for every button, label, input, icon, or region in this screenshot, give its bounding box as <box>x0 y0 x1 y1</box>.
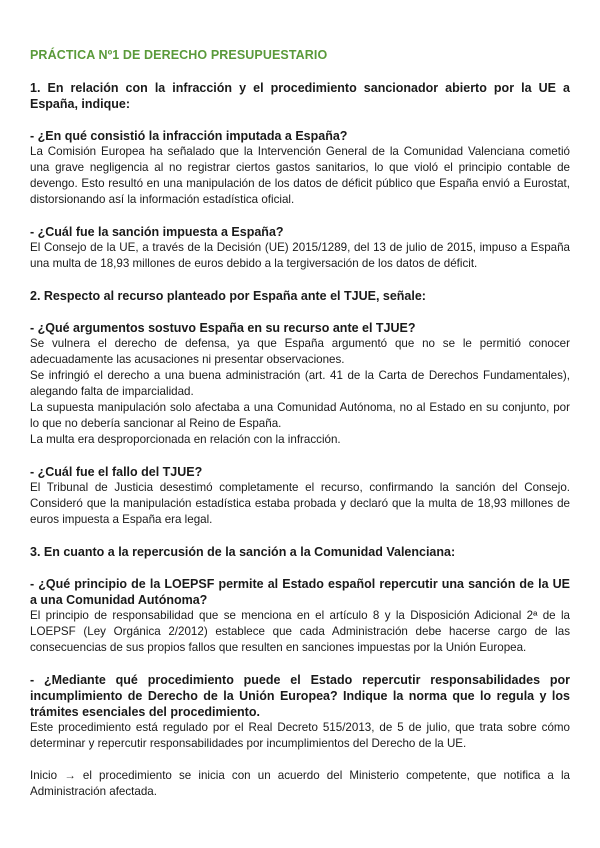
section-heading-2: 2. Respecto al recurso planteado por España ante el TJUE, señale: <box>30 289 426 303</box>
question-block-2-1 <box>30 320 570 448</box>
answer-3-1: El principio de responsabilidad que se menciona en el artículo 8 y la Disposición Adicional 2ª de la LOEPSF (Ley Orgánica 2/2012) establece que cada Administración debe hacerse cargo de las consecuencias de sus propios fallos que resulten en sanciones impuestas por la Unión Europea. <box>30 609 570 654</box>
question-1-2: - ¿Cuál fue la sanción impuesta a España? <box>30 225 284 239</box>
section-heading-3: 3. En cuanto a la repercusión de la sanción a la Comunidad Valenciana: <box>30 545 456 559</box>
question-3-2: - ¿Mediante qué procedimiento puede el Estado repercutir responsabilidades por incumplimiento de Derecho de la Unión Europea? Indique la norma que lo regula y los trámites esenciales del procedimiento. <box>30 673 570 719</box>
question-3-1: - ¿Qué principio de la LOEPSF permite al Estado español repercutir una sanción de la UE a una Comunidad Autónoma? <box>30 577 570 607</box>
question-2-1: - ¿Qué argumentos sostuvo España en su recurso ante el TJUE? <box>30 321 416 335</box>
question-1-1: - ¿En qué consistió la infracción imputada a España? <box>30 129 348 143</box>
answer-2-1-a: Se vulnera el derecho de defensa, ya que España argumentó que no se le permitió conocer adecuadamente las acusaciones ni presentar observaciones. <box>30 337 570 366</box>
section-heading-1: 1. En relación con la infracción y el procedimiento sancionador abierto por la UE a España, indique: <box>30 81 570 111</box>
answer-1-1: La Comisión Europea ha señalado que la Intervención General de la Comunidad Valenciana cometió una grave negligencia al no registrar ciertos gastos sanitarios, lo que violó el principio contable de devengo. Esto resultó en una manipulación de los datos de déficit público que España envió a Eurostat, distorsionando así la información estadística oficial. <box>30 145 570 206</box>
question-block-1-1 <box>30 128 570 208</box>
question-2-2: - ¿Cuál fue el fallo del TJUE? <box>30 465 203 479</box>
answer-2-1-d: La multa era desproporcionada en relación con la infracción. <box>30 433 341 446</box>
answer-2-1-c: La supuesta manipulación solo afectaba a una Comunidad Autónoma, no al Estado en su conjunto, por lo que no debería sancionar al Reino de España. <box>30 401 570 430</box>
question-block-2-2 <box>30 464 570 528</box>
answer-2-1-b: Se infringió el derecho a una buena administración (art. 41 de la Carta de Derechos Fundamentales), alegando falta de imparcialidad. <box>30 369 570 398</box>
question-block-1-2 <box>30 224 570 272</box>
question-block-3-1 <box>30 576 570 656</box>
document-title: PRÁCTICA Nº1 DE DERECHO PRESUPUESTARIO <box>30 48 328 62</box>
closing-paragraph: Inicio → el procedimiento se inicia con un acuerdo del Ministerio competente, que notifica a la Administración afectada. <box>30 769 570 798</box>
question-block-3-2 <box>30 672 570 752</box>
answer-1-2: El Consejo de la UE, a través de la Decisión (UE) 2015/1289, del 13 de julio de 2015, impuso a España una multa de 18,93 millones de euros debido a la tergiversación de los datos de déficit. <box>30 241 570 270</box>
answer-3-2: Este procedimiento está regulado por el Real Decreto 515/2013, de 5 de julio, que trata sobre cómo determinar y repercutir responsabilidades por incumplimientos del Derecho de la UE. <box>30 721 570 750</box>
answer-2-2: El Tribunal de Justicia desestimó completamente el recurso, confirmando la sanción del Consejo. Consideró que la manipulación estadística estaba probada y declaró que la multa de 18,93 millones de euros impuesta a España era legal. <box>30 481 570 526</box>
